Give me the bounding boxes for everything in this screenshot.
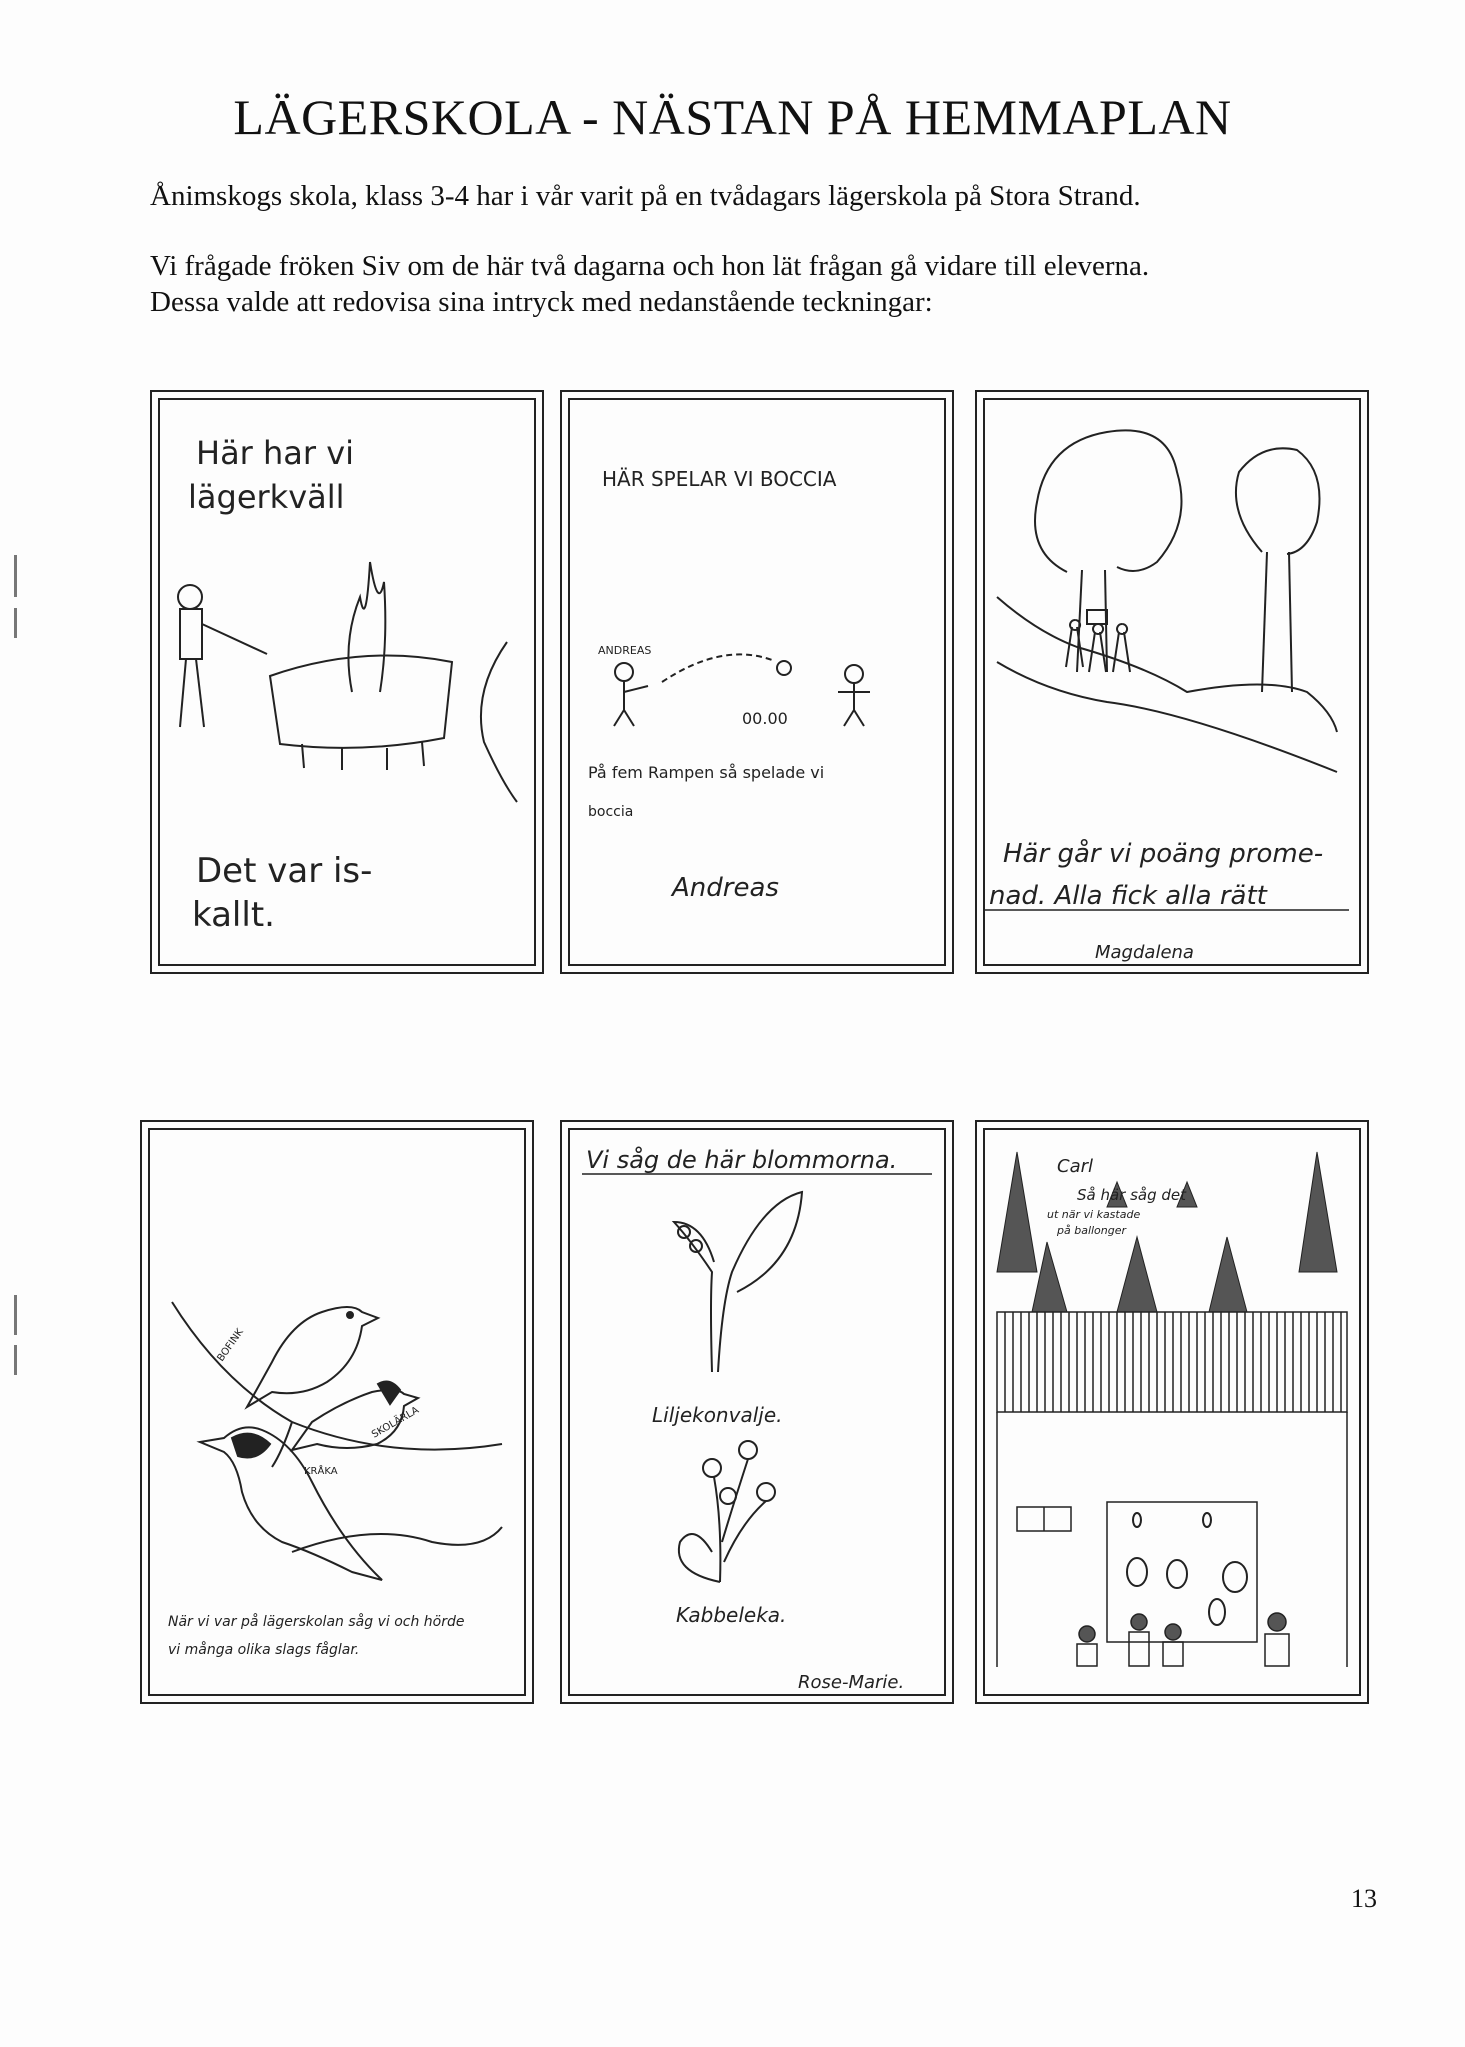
text-line-1: På fem Rampen så spelade vi xyxy=(588,763,825,782)
signature: Magdalena xyxy=(1095,942,1194,963)
question-line-1: Vi frågade fröken Siv om de här två dagarna och hon lät frågan gå vidare till eleverna. xyxy=(150,250,1150,282)
page-number: 13 xyxy=(1351,1884,1377,1913)
ball xyxy=(777,661,791,675)
player-right xyxy=(838,665,870,726)
label-bofink: BOFINK xyxy=(215,1326,246,1364)
person-figure xyxy=(178,585,267,727)
intro-paragraph: Ånimskogs skola, klass 3-4 har i vår varit på en tvådagars lägerskola på Stora Strand. xyxy=(150,180,1141,212)
caption-1: Här går vi poäng prome- xyxy=(1003,839,1324,869)
scan-edge-mark xyxy=(14,608,17,638)
caption-1: Så här såg det xyxy=(1077,1186,1187,1204)
tree-left xyxy=(1035,430,1182,672)
caption-2: vi många olika slags fåglar. xyxy=(168,1642,360,1658)
drawing-boccia xyxy=(560,390,954,974)
drawing-campfire xyxy=(150,390,544,974)
drawing-balloons xyxy=(975,1120,1369,1704)
label-kraka: KRÅKA xyxy=(304,1466,338,1477)
drawing-birds xyxy=(140,1120,534,1704)
forest xyxy=(997,1152,1337,1312)
flower-1-label: Liljekonvalje. xyxy=(652,1403,783,1427)
scan-edge-mark xyxy=(14,555,17,597)
caption-2: ut när vi kastade xyxy=(1047,1208,1141,1221)
question-line-2: Dessa valde att redovisa sina intryck med nedanstående teckningar: xyxy=(150,286,933,318)
signature: Rose-Marie. xyxy=(798,1672,905,1693)
scan-edge-mark xyxy=(14,1295,17,1335)
marsh-marigold xyxy=(679,1441,775,1582)
drawing-point-walk xyxy=(975,390,1369,974)
barn-roof xyxy=(997,1312,1347,1412)
caption-3: på ballonger xyxy=(1057,1224,1127,1237)
lily-of-the-valley xyxy=(674,1192,802,1372)
caption-top: HÄR SPELAR VI BOCCIA xyxy=(602,467,837,491)
question-paragraph xyxy=(150,248,1350,320)
flower-2-label: Kabbeleka. xyxy=(676,1603,787,1627)
drawing-flowers xyxy=(560,1120,954,1704)
walkers xyxy=(1066,610,1130,672)
scan-edge-mark xyxy=(14,1345,17,1375)
caption-bottom-1: Det var is- xyxy=(196,851,373,891)
bird-kraka xyxy=(200,1427,382,1580)
balloons xyxy=(1127,1513,1247,1625)
branch xyxy=(172,1302,502,1552)
tree-right xyxy=(1236,448,1320,692)
signature: Carl xyxy=(1057,1156,1093,1177)
caption-2: nad. Alla fick alla rätt xyxy=(989,881,1267,911)
bird-bofink xyxy=(247,1307,378,1407)
path-road xyxy=(997,597,1337,772)
caption-1: När vi var på lägerskolan såg vi och hörde xyxy=(168,1614,465,1630)
throw-arc xyxy=(662,654,772,682)
label-skolarla: SKOLÄRLA xyxy=(370,1404,421,1441)
bush-outline xyxy=(481,642,517,802)
player-label: ANDREAS xyxy=(598,644,652,657)
balls-score: 00.00 xyxy=(742,709,788,728)
player-left xyxy=(614,663,648,726)
fire-pit xyxy=(270,562,452,770)
caption-bottom-2: kallt. xyxy=(192,895,275,935)
caption-top: Vi såg de här blommorna. xyxy=(586,1146,898,1174)
caption-top-2: lägerkväll xyxy=(188,478,345,516)
signature: Andreas xyxy=(672,873,779,903)
text-line-2: boccia xyxy=(588,804,634,820)
caption-top-1: Här har vi xyxy=(196,434,355,472)
page-title: LÄGERSKOLA - NÄSTAN PÅ HEMMAPLAN xyxy=(233,89,1232,145)
